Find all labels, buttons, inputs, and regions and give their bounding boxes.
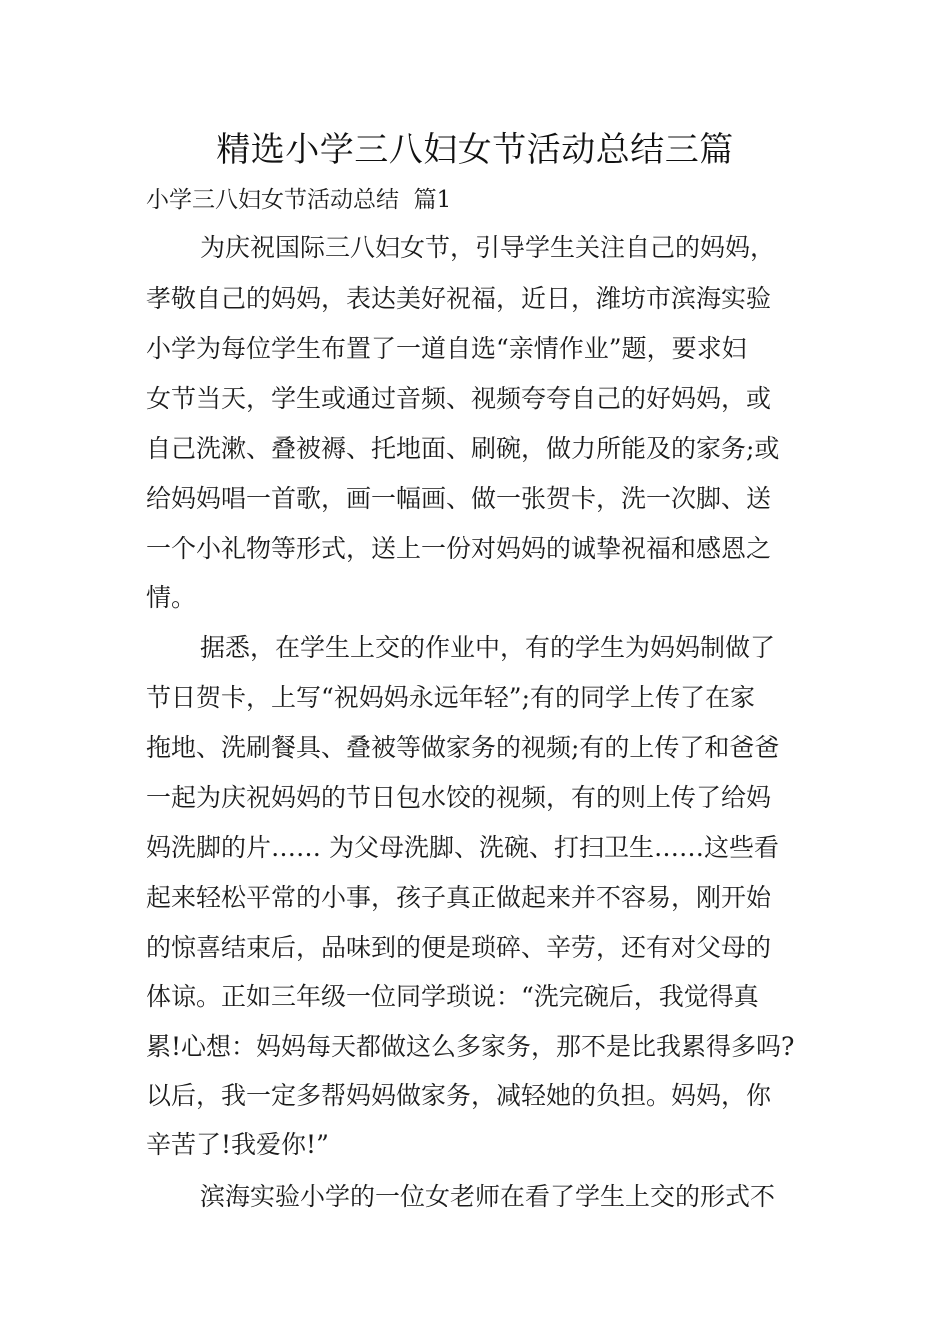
document-title: 精选小学三八妇女节活动总结三篇: [216, 130, 734, 170]
paragraph-line: 一起为庆祝妈妈的节日包水饺的视频，有的则上传了给妈: [146, 783, 772, 812]
paragraph-line: 给妈妈唱一首歌，画一幅画、做一张贺卡，洗一次脚、送: [146, 484, 772, 513]
paragraph-line: 情。: [146, 583, 197, 612]
paragraph-line: 起来轻松平常的小事，孩子真正做起来并不容易，刚开始: [146, 883, 772, 912]
paragraph-line: 自己洗漱、叠被褥、托地面、刷碗，做力所能及的家务;或: [146, 434, 780, 463]
paragraph-line: 孝敬自己的妈妈，表达美好祝福，近日，潍坊市滨海实验: [146, 284, 772, 313]
paragraph-line: 体谅。正如三年级一位同学琐说：“洗完碗后，我觉得真: [146, 982, 759, 1011]
paragraph-line: 辛苦了!我爱你!”: [146, 1130, 329, 1159]
paragraph-line: 累!心想：妈妈每天都做这么多家务，那不是比我累得多吗?: [146, 1032, 795, 1061]
paragraph-line: 拖地、洗刷餐具、叠被等做家务的视频;有的上传了和爸爸: [146, 733, 780, 762]
paragraph-line: 一个小礼物等形式，送上一份对妈妈的诚挚祝福和感恩之: [146, 534, 772, 563]
paragraph-line: 的惊喜结束后，品味到的便是琐碎、辛劳，还有对父母的: [146, 933, 772, 962]
paragraph-line: 以后，我一定多帮妈妈做家务，减轻她的负担。妈妈，你: [146, 1081, 772, 1110]
paragraph-line: 滨海实验小学的一位女老师在看了学生上交的形式不: [200, 1182, 776, 1211]
paragraph-line: 妈洗脚的片…… 为父母洗脚、洗碗、打扫卫生……这些看: [146, 833, 779, 862]
paragraph-line: 为庆祝国际三八妇女节，引导学生关注自己的妈妈，: [200, 233, 776, 262]
paragraph-line: 节日贺卡，上写“祝妈妈永远年轻”;有的同学上传了在家: [146, 683, 755, 712]
paragraph-line: 小学为每位学生布置了一道自选“亲情作业”题，要求妇: [146, 334, 747, 363]
section-heading: 小学三八妇女节活动总结 篇1: [146, 187, 452, 213]
paragraph-line: 女节当天，学生或通过音频、视频夸夸自己的好妈妈，或: [146, 384, 772, 413]
paragraph-line: 据悉，在学生上交的作业中，有的学生为妈妈制做了: [200, 633, 776, 662]
